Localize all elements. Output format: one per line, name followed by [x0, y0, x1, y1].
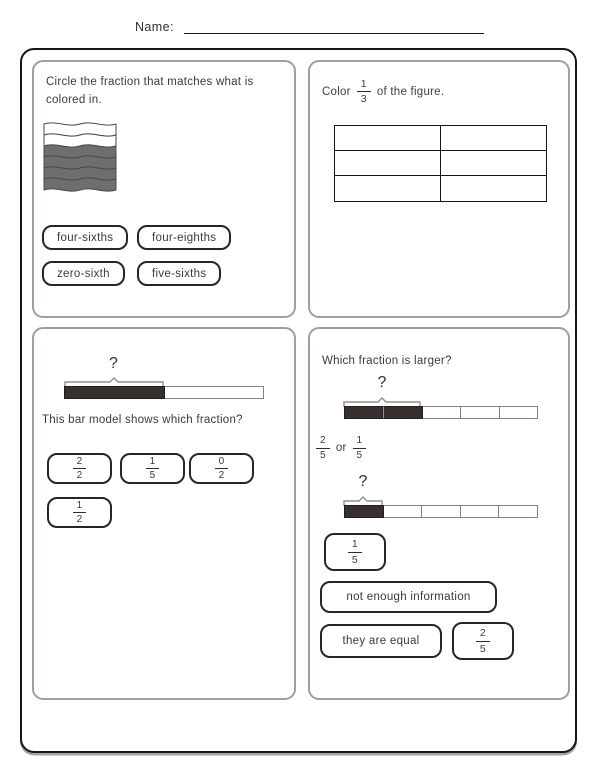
- q3-option-1[interactable]: [47, 453, 112, 484]
- fraction-numerator: 1: [348, 538, 362, 552]
- fraction-numerator: 1: [73, 500, 87, 514]
- q4-prompt: Which fraction is larger?: [322, 355, 452, 367]
- name-label: Name:: [135, 20, 174, 34]
- fraction-denominator: 2: [76, 514, 83, 525]
- name-input-line[interactable]: [184, 20, 484, 34]
- fraction-numerator: 2: [476, 627, 490, 641]
- q4-comparison: [316, 435, 366, 461]
- bar-segment-empty: [461, 505, 500, 518]
- q4-option-two-fifths[interactable]: [452, 622, 514, 660]
- q4-bar-model-2: [344, 505, 538, 518]
- name-row: [135, 20, 484, 34]
- q2-prompt-prefix: Color: [322, 85, 351, 98]
- q1-option-zero-sixth[interactable]: zero-sixth: [42, 261, 125, 286]
- q3-option-4[interactable]: [47, 497, 112, 528]
- or-label: or: [335, 442, 347, 454]
- fraction-denominator: 2: [76, 470, 83, 481]
- fraction-denominator: 5: [479, 642, 487, 655]
- fraction-denominator: 5: [320, 449, 326, 461]
- bar-segment-filled: [344, 406, 383, 419]
- grid-cell[interactable]: [335, 176, 441, 201]
- bar-segment-empty: [499, 505, 538, 518]
- bar-segment-empty: [165, 386, 265, 399]
- q4-option-one-fifth[interactable]: [324, 533, 386, 571]
- bar-segment-empty: [384, 505, 423, 518]
- q2-fraction-denominator: 3: [360, 93, 367, 106]
- bar-segment-filled: [64, 386, 165, 399]
- fraction-numerator: 0: [215, 456, 229, 470]
- grid-cell[interactable]: [335, 126, 441, 151]
- q4-option-not-enough-information[interactable]: not enough information: [320, 581, 497, 613]
- color-grid-figure: [334, 125, 547, 202]
- grid-cell[interactable]: [335, 151, 441, 176]
- q1-prompt: Circle the fraction that matches what is colored in.: [46, 76, 254, 106]
- fraction-denominator: 5: [356, 449, 363, 461]
- q2-fraction-numerator: 1: [357, 78, 371, 92]
- question-panel-1: [32, 60, 296, 318]
- fraction-denominator: 5: [149, 470, 156, 481]
- q2-prompt-suffix: of the figure.: [376, 85, 445, 98]
- fraction-denominator: 2: [218, 470, 225, 481]
- q3-bar-model: [64, 386, 264, 399]
- bar-segment-empty: [500, 406, 538, 419]
- question-panel-4: [308, 327, 570, 700]
- question-panel-3: [32, 327, 296, 700]
- q1-option-four-sixths[interactable]: four-sixths: [42, 225, 128, 250]
- grid-cell[interactable]: [441, 176, 547, 201]
- q3-prompt: This bar model shows which fraction?: [42, 414, 243, 426]
- bar-segment-empty: [423, 406, 461, 419]
- q3-question-mark: ?: [109, 355, 118, 372]
- wavy-flag-figure-icon: [42, 118, 118, 198]
- bar-segment-empty: [461, 406, 499, 419]
- q2-prompt: [322, 78, 444, 105]
- bar-segment-filled: [344, 505, 384, 518]
- bar-segment-empty: [422, 505, 461, 518]
- fraction-numerator: 1: [353, 435, 367, 449]
- q4-option-they-are-equal[interactable]: they are equal: [320, 624, 442, 658]
- grid-cell[interactable]: [441, 126, 547, 151]
- q3-option-3[interactable]: [189, 453, 254, 484]
- q3-option-2[interactable]: [120, 453, 185, 484]
- q2-fraction: [357, 78, 371, 105]
- fraction-numerator: 1: [146, 456, 160, 470]
- q1-option-five-sixths[interactable]: five-sixths: [137, 261, 221, 286]
- question-panel-2: [308, 60, 570, 318]
- fraction-numerator: 2: [316, 435, 330, 449]
- q4-question-mark-bottom: ?: [358, 473, 368, 490]
- q4-bar-model-1: [344, 406, 538, 419]
- fraction-numerator: 2: [73, 456, 87, 470]
- bar-segment-filled: [383, 406, 422, 419]
- fraction-denominator: 5: [351, 553, 359, 566]
- q1-option-four-eighths[interactable]: four-eighths: [137, 225, 231, 250]
- q4-question-mark-top: ?: [377, 374, 387, 391]
- grid-cell[interactable]: [441, 151, 547, 176]
